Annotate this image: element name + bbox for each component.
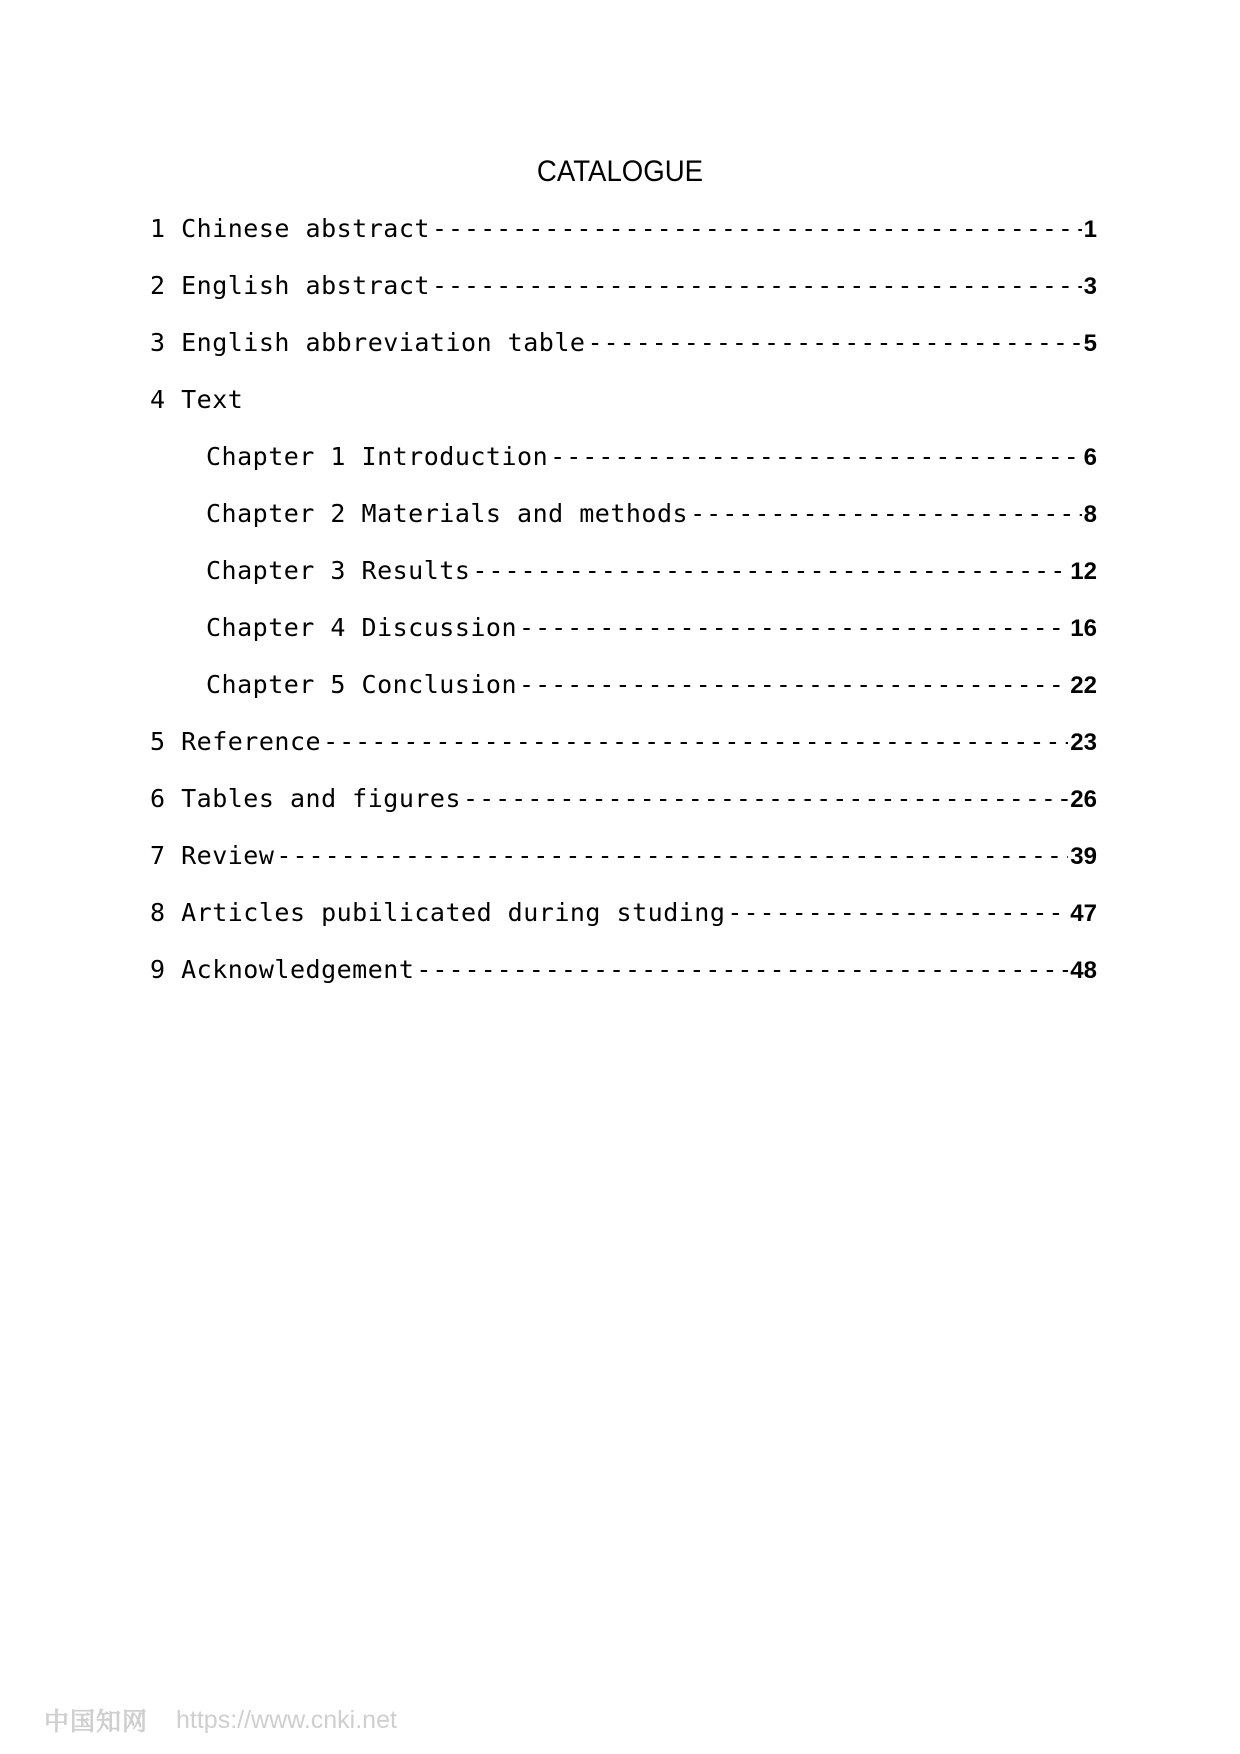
toc-entry-label: Chapter 3 Results <box>206 556 471 585</box>
toc-leader-dashes <box>587 327 1081 359</box>
toc-leader-dashes <box>323 726 1068 758</box>
toc-entry-label: 8 Articles pubilicated during studing <box>150 898 726 927</box>
toc-entry[interactable] <box>150 270 1097 327</box>
toc-entry-label: 3 English abbreviation table <box>150 328 586 357</box>
toc-entry-label: 7 Review <box>150 841 275 870</box>
toc-leader-dashes <box>416 954 1068 986</box>
toc-entry[interactable] <box>150 441 1097 498</box>
toc-leader-dashes <box>690 498 1082 530</box>
toc-leader-dashes <box>472 555 1068 587</box>
toc-entry-page-number: 1 <box>1083 216 1097 243</box>
toc-entry-page-number: 16 <box>1070 615 1097 642</box>
toc-entry-page-number: 39 <box>1070 843 1097 870</box>
toc-entry[interactable] <box>150 612 1097 669</box>
toc-entry-page-number: 48 <box>1070 957 1097 984</box>
toc-leader-dashes <box>432 213 1082 245</box>
toc-entry-label: 4 Text <box>150 385 244 414</box>
toc-entry-page-number: 23 <box>1070 729 1097 756</box>
toc-entry-label: Chapter 4 Discussion <box>206 613 518 642</box>
toc-leader-dashes <box>432 270 1082 302</box>
toc-leader-dashes <box>519 669 1068 701</box>
watermark <box>44 1702 397 1738</box>
toc-entry-label: 6 Tables and figures <box>150 784 462 813</box>
toc-entry-label: Chapter 1 Introduction <box>206 442 549 471</box>
toc-leader-dashes <box>463 783 1068 815</box>
watermark-url: https://www.cnki.net <box>176 1705 397 1734</box>
toc-entry-label: 9 Acknowledgement <box>150 955 415 984</box>
toc-leader-dashes <box>727 897 1068 929</box>
toc-entry[interactable] <box>150 327 1097 384</box>
toc-entry[interactable] <box>150 555 1097 612</box>
toc-leader-dashes <box>550 441 1082 473</box>
table-of-contents <box>150 213 1097 1011</box>
toc-entry-page-number: 6 <box>1083 444 1097 471</box>
toc-entry[interactable] <box>150 726 1097 783</box>
toc-entry[interactable] <box>150 954 1097 1011</box>
toc-entry-label: 1 Chinese abstract <box>150 214 430 243</box>
toc-entry-label: 5 Reference <box>150 727 322 756</box>
toc-entry[interactable] <box>150 669 1097 726</box>
toc-entry-page-number: 5 <box>1083 330 1097 357</box>
toc-leader-dashes <box>276 840 1068 872</box>
toc-entry-label: Chapter 5 Conclusion <box>206 670 518 699</box>
page-title: CATALOGUE <box>536 155 704 188</box>
watermark-logo: 中国知网 <box>44 1708 149 1736</box>
toc-leader-dashes <box>519 612 1068 644</box>
toc-entry-page-number: 26 <box>1070 786 1097 813</box>
toc-entry[interactable] <box>150 783 1097 840</box>
toc-entry[interactable] <box>150 384 1097 441</box>
toc-entry[interactable] <box>150 213 1097 270</box>
toc-entry-label: Chapter 2 Materials and methods <box>206 499 689 528</box>
toc-entry-page-number: 47 <box>1070 900 1097 927</box>
toc-entry[interactable] <box>150 498 1097 555</box>
toc-entry-page-number: 3 <box>1083 273 1097 300</box>
toc-entry-page-number: 8 <box>1083 501 1097 528</box>
toc-entry-page-number: 12 <box>1070 558 1097 585</box>
toc-entry-label: 2 English abstract <box>150 271 430 300</box>
toc-entry-page-number: 22 <box>1070 672 1097 699</box>
toc-entry[interactable] <box>150 840 1097 897</box>
toc-entry[interactable] <box>150 897 1097 954</box>
